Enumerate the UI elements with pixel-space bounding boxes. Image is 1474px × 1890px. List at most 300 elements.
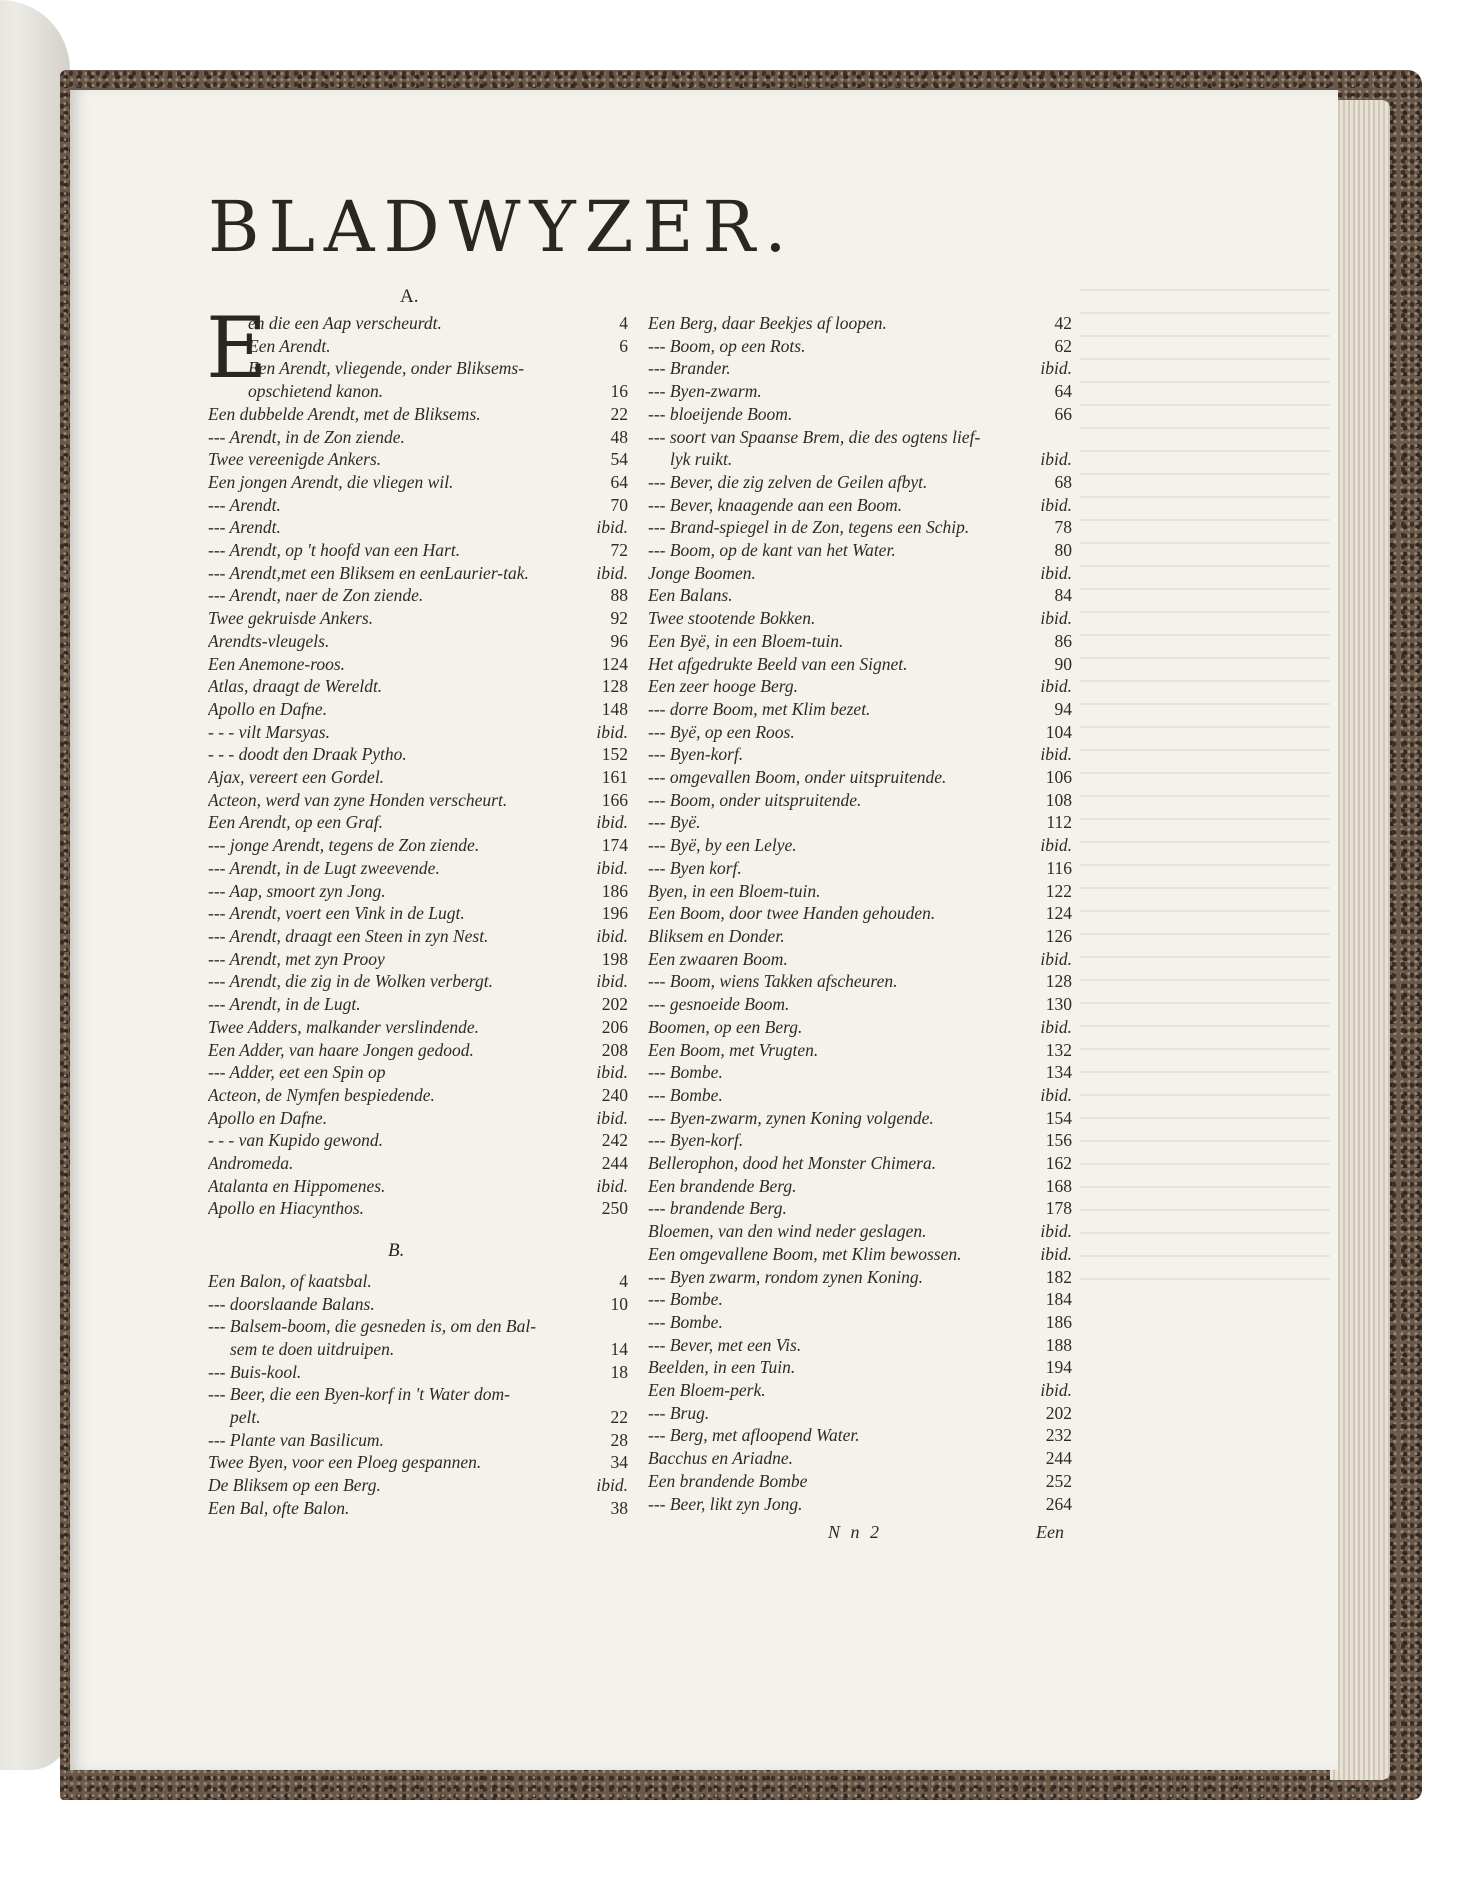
index-entry (648, 1107, 1072, 1130)
index-entry (648, 1334, 1072, 1357)
index-entry (208, 925, 628, 948)
entry-text: --- soort van Spaanse Brem, die des ogtens lief- (648, 426, 981, 447)
entry-text: Een Bal, ofte Balon. (208, 1497, 350, 1518)
index-entry (648, 834, 1072, 857)
entry-text: Een brandende Bombe (648, 1470, 808, 1491)
entry-text: --- Byë, op een Roos. (648, 721, 795, 742)
index-entry (648, 448, 1072, 471)
entry-page-number: 104 (1045, 721, 1072, 742)
index-entry (648, 1447, 1072, 1470)
entry-text: Een dubbelde Arendt, met de Bliksems. (208, 403, 481, 424)
entry-text: --- Arendt, met zyn Prooy (208, 948, 385, 969)
entry-text: --- Bombe. (648, 1311, 723, 1332)
entry-page-number: 70 (610, 494, 628, 515)
entry-page-number: ibid. (1040, 1221, 1072, 1242)
entry-text: --- jonge Arendt, tegens de Zon ziende. (208, 835, 480, 856)
entry-page-number: 188 (1045, 1334, 1072, 1355)
entry-text: Atalanta en Hippomenes. (208, 1175, 386, 1196)
entry-page-number: 240 (601, 1084, 628, 1105)
entry-page-number: ibid. (1040, 948, 1072, 969)
entry-text: --- Balsem-boom, die gesneden is, om den Bal- (208, 1316, 537, 1337)
entry-text: Een Arendt, vliegende, onder Bliksems- (248, 358, 525, 379)
index-entry (648, 1152, 1072, 1175)
entry-page-number: 72 (610, 540, 628, 561)
entry-page-number: ibid. (1040, 449, 1072, 470)
entry-text: pelt. (230, 1407, 261, 1428)
index-entry (648, 789, 1072, 812)
entry-page-number: 148 (601, 698, 628, 719)
entry-page-number: 106 (1045, 767, 1072, 788)
index-entry (648, 653, 1072, 676)
index-entry (648, 312, 1072, 335)
entry-text: Een zeer hooge Berg. (648, 676, 798, 697)
entry-text: Een zwaaren Boom. (648, 948, 788, 969)
entry-page-number: ibid. (596, 857, 628, 878)
entry-page-number: 78 (1054, 517, 1072, 538)
index-entry (208, 562, 628, 585)
entry-page-number: 128 (601, 676, 628, 697)
index-entry (648, 584, 1072, 607)
index-entry (208, 1061, 628, 1084)
entry-page-number: 132 (1045, 1039, 1072, 1060)
entry-page-number: 4 (619, 1270, 628, 1291)
entry-page-number: 10 (610, 1293, 628, 1314)
entry-page-number: 62 (1054, 335, 1072, 356)
entry-page-number: 168 (1045, 1175, 1072, 1196)
entry-page-number: 108 (1045, 789, 1072, 810)
entry-page-number: 202 (601, 994, 628, 1015)
index-entry (648, 993, 1072, 1016)
entry-page-number: ibid. (596, 971, 628, 992)
entry-page-number: 66 (1054, 403, 1072, 424)
entry-page-number: 242 (601, 1130, 628, 1151)
entry-text: lyk ruikt. (670, 449, 733, 470)
entry-text: - - - doodt den Draak Pytho. (208, 744, 407, 765)
entry-page-number: 64 (610, 471, 628, 492)
entry-text: Acteon, werd van zyne Honden verscheurt. (208, 789, 508, 810)
index-entry (208, 630, 628, 653)
entry-text: --- Bever, met een Vis. (648, 1334, 802, 1355)
entry-text: --- Brand-spiegel in de Zon, tegens een Schip. (648, 517, 970, 538)
index-entry (648, 380, 1072, 403)
show-through-text (1080, 280, 1330, 1280)
entry-text: Bellerophon, dood het Monster Chimera. (648, 1153, 937, 1174)
entry-page-number: 124 (601, 653, 628, 674)
index-entry (208, 1451, 628, 1474)
entry-text: Apollo en Hiacynthos. (208, 1198, 365, 1219)
entry-text: --- Byen-zwarm. (648, 381, 762, 402)
entry-page-number: 14 (610, 1338, 628, 1359)
entry-text: Beelden, in een Tuin. (648, 1357, 796, 1378)
entry-text: --- Adder, eet een Spin op (208, 1062, 386, 1083)
index-entry (648, 766, 1072, 789)
index-entry (208, 834, 628, 857)
entry-text: --- Boom, op een Rots. (648, 335, 806, 356)
entry-text: Een Balans. (648, 585, 733, 606)
index-entry (208, 403, 628, 426)
entry-text: --- Bever, die zig zelven de Geilen afbyt. (648, 471, 928, 492)
index-entry (648, 357, 1072, 380)
entry-page-number: 42 (1054, 313, 1072, 333)
index-entry (648, 516, 1072, 539)
index-entry (208, 766, 628, 789)
entry-page-number: 126 (1045, 925, 1072, 946)
index-entry (208, 1016, 628, 1039)
entry-page-number: 182 (1045, 1266, 1072, 1287)
entry-text: --- omgevallen Boom, onder uitspruitende. (648, 767, 947, 788)
index-entry (648, 1311, 1072, 1334)
entry-text: Apollo en Dafne. (208, 1107, 328, 1128)
index-entry (208, 675, 628, 698)
index-entry (208, 1175, 628, 1198)
index-entry (648, 562, 1072, 585)
entry-text: --- Berg, met afloopend Water. (648, 1425, 860, 1446)
entry-page-number: 38 (610, 1497, 628, 1518)
entry-page-number: 264 (1045, 1493, 1072, 1514)
entry-text: --- Arendt,met een Bliksem en eenLaurier-tak. (208, 562, 529, 583)
entry-page-number: 128 (1045, 971, 1072, 992)
index-entry (208, 1383, 628, 1406)
index-entry (208, 1197, 628, 1220)
index-entry (208, 880, 628, 903)
index-entry (208, 1293, 628, 1316)
entry-page-number: ibid. (596, 812, 628, 833)
entry-text: --- Buis-kool. (208, 1361, 302, 1382)
entry-text: - - - vilt Marsyas. (208, 721, 330, 742)
entry-page-number: 90 (1054, 653, 1072, 674)
index-entry (648, 1424, 1072, 1447)
index-entry (208, 335, 628, 358)
entry-text: --- Arendt. (208, 517, 281, 538)
section-heading-b: B. (388, 1240, 405, 1262)
entry-text: Bloemen, van den wind neder geslagen. (648, 1221, 927, 1242)
entry-page-number: 80 (1054, 540, 1072, 561)
index-entry (208, 653, 628, 676)
drop-capital: E (206, 299, 268, 397)
section-b-entries (208, 1270, 628, 1520)
index-entry (648, 698, 1072, 721)
entry-page-number: 96 (610, 630, 628, 651)
entry-page-number: 130 (1045, 994, 1072, 1015)
entry-text: Bliksem en Donder. (648, 925, 785, 946)
entry-page-number: 244 (601, 1153, 628, 1174)
entry-text: Atlas, draagt de Wereldt. (208, 676, 383, 697)
index-entry (208, 721, 628, 744)
index-entry (648, 403, 1072, 426)
entry-page-number: 64 (1054, 381, 1072, 402)
entry-text: --- Bombe. (648, 1062, 723, 1083)
entry-page-number: ibid. (1040, 358, 1072, 379)
entry-page-number: 94 (1054, 698, 1072, 719)
index-entry (648, 539, 1072, 562)
index-entry (208, 1129, 628, 1152)
index-entry (648, 1061, 1072, 1084)
entry-page-number: 22 (610, 1407, 628, 1428)
entry-text: Twee vereenigde Ankers. (208, 449, 382, 470)
entry-page-number: 16 (610, 381, 628, 402)
entry-page-number: 202 (1045, 1402, 1072, 1423)
index-entry (648, 1266, 1072, 1289)
entry-text: sem te doen uitdruipen. (230, 1338, 395, 1359)
index-entry (208, 1406, 628, 1429)
index-entry (208, 1152, 628, 1175)
entry-page-number: ibid. (596, 1175, 628, 1196)
index-entry (648, 1402, 1072, 1425)
entry-page-number: ibid. (1040, 744, 1072, 765)
entry-text: --- Byen-korf. (648, 744, 744, 765)
entry-text: Jonge Boomen. (648, 562, 756, 583)
entry-text: Een jongen Arendt, die vliegen wil. (208, 471, 454, 492)
entry-page-number: 208 (601, 1039, 628, 1060)
entry-text: Een Adder, van haare Jongen gedood. (208, 1039, 474, 1060)
entry-text: Een Byë, in een Bloem-tuin. (648, 630, 844, 651)
entry-text: Twee Adders, malkander verslindende. (208, 1016, 480, 1037)
index-entry (648, 471, 1072, 494)
index-entry (648, 1197, 1072, 1220)
entry-text: Een Balon, of kaatsbal. (208, 1270, 372, 1291)
index-entry (208, 743, 628, 766)
entry-text: --- Arendt, voert een Vink in de Lugt. (208, 903, 465, 924)
entry-page-number: 68 (1054, 471, 1072, 492)
entry-text: Een Boom, met Vrugten. (648, 1039, 819, 1060)
catchword: Een (1036, 1522, 1064, 1542)
entry-page-number: ibid. (596, 517, 628, 538)
index-entry (648, 1356, 1072, 1379)
entry-page-number: 18 (610, 1361, 628, 1382)
index-entry (208, 811, 628, 834)
entry-text: Boomen, op een Berg. (648, 1016, 803, 1037)
entry-page-number: ibid. (1040, 562, 1072, 583)
entry-text: --- Boom, onder uitspruitende. (648, 789, 862, 810)
entry-page-number: 184 (1045, 1289, 1072, 1310)
entry-text: opschietend kanon. (248, 381, 384, 402)
index-entry (208, 607, 628, 630)
index-entry (648, 880, 1072, 903)
entry-text: Een omgevallene Boom, met Klim bewossen. (648, 1243, 962, 1264)
entry-text: Een Bloem-perk. (648, 1380, 766, 1401)
entry-page-number: 161 (601, 767, 628, 788)
entry-page-number: 162 (1045, 1153, 1072, 1174)
entry-page-number: ibid. (1040, 1243, 1072, 1264)
index-entry (208, 494, 628, 517)
entry-text: --- Bombe. (648, 1289, 723, 1310)
entry-text: --- bloeijende Boom. (648, 403, 793, 424)
entry-page-number: ibid. (1040, 1016, 1072, 1037)
entry-text: Een Berg, daar Beekjes af loopen. (648, 313, 887, 333)
entry-text: --- Arendt, op 't hoofd van een Hart. (208, 540, 461, 561)
entry-text: Arendts-vleugels. (208, 630, 330, 651)
signature-mark: N n 2 (828, 1522, 883, 1542)
entry-text: --- Byen zwarm, rondom zynen Koning. (648, 1266, 923, 1287)
entry-page-number: ibid. (1040, 1380, 1072, 1401)
index-entry (208, 857, 628, 880)
index-entry (208, 380, 628, 403)
index-entry (208, 698, 628, 721)
index-entry (648, 1493, 1072, 1516)
entry-page-number: 244 (1045, 1448, 1072, 1469)
entry-text: Een Anemone-roos. (208, 653, 346, 674)
entry-page-number: 152 (601, 744, 628, 765)
index-entry (648, 1379, 1072, 1402)
entry-page-number: ibid. (596, 1062, 628, 1083)
entry-page-number: 252 (1045, 1470, 1072, 1491)
entry-text: en die een Aap verscheurdt. (248, 313, 442, 333)
entry-text: --- gesnoeide Boom. (648, 994, 790, 1015)
index-entry (648, 630, 1072, 653)
entry-page-number: 186 (601, 880, 628, 901)
index-entry (208, 1270, 628, 1293)
entry-text: --- Arendt, die zig in de Wolken verbergt. (208, 971, 493, 992)
entry-page-number: 28 (610, 1429, 628, 1450)
index-entry (648, 1470, 1072, 1493)
entry-page-number: 166 (601, 789, 628, 810)
entry-text: De Bliksem op een Berg. (208, 1475, 381, 1496)
index-entry (648, 1243, 1072, 1266)
index-entry (648, 1220, 1072, 1243)
index-entry (208, 970, 628, 993)
index-column-left (208, 312, 628, 1520)
entry-text: --- Bever, knaagende aan een Boom. (648, 494, 903, 515)
page-title: BLADWYZER. (208, 186, 796, 268)
entry-text: Een brandende Berg. (648, 1175, 797, 1196)
entry-page-number: 34 (610, 1452, 628, 1473)
index-entry (648, 1084, 1072, 1107)
entry-page-number: 86 (1054, 630, 1072, 651)
index-entry (208, 1361, 628, 1384)
entry-text: --- brandende Berg. (648, 1198, 787, 1219)
entry-page-number: ibid. (596, 1475, 628, 1496)
entry-text: --- Byen-zwarm, zynen Koning volgende. (648, 1107, 934, 1128)
entry-page-number: 4 (619, 313, 628, 333)
index-entry (208, 993, 628, 1016)
entry-page-number: 88 (610, 585, 628, 606)
entry-page-number: 194 (1045, 1357, 1072, 1378)
entry-text: --- Plante van Basilicum. (208, 1429, 384, 1450)
index-entry (208, 1429, 628, 1452)
index-entry (648, 948, 1072, 971)
index-entry (208, 539, 628, 562)
entry-text: --- Aap, smoort zyn Jong. (208, 880, 386, 901)
section-b-continued-entries (648, 312, 1072, 1515)
entry-text: Twee stootende Bokken. (648, 608, 816, 629)
index-entry (208, 426, 628, 449)
section-a-entries (208, 312, 628, 1220)
entry-text: Andromeda. (208, 1153, 294, 1174)
index-entry (208, 1107, 628, 1130)
page-edges (1330, 100, 1390, 1780)
entry-page-number: ibid. (1040, 1084, 1072, 1105)
entry-page-number: 116 (1046, 857, 1072, 878)
index-entry (648, 1016, 1072, 1039)
entry-page-number: 54 (610, 449, 628, 470)
index-entry (208, 1338, 628, 1361)
entry-text: Een Boom, door twee Handen gehouden. (648, 903, 936, 924)
entry-text: Twee gekruisde Ankers. (208, 608, 374, 629)
entry-text: --- Boom, op de kant van het Water. (648, 540, 896, 561)
entry-page-number: ibid. (1040, 835, 1072, 856)
entry-text: --- Beer, die een Byen-korf in 't Water dom- (208, 1384, 510, 1405)
index-entry (208, 1497, 628, 1520)
entry-text: Acteon, de Nymfen bespiedende. (208, 1084, 435, 1105)
entry-text: - - - van Kupido gewond. (208, 1130, 383, 1151)
entry-page-number: 186 (1045, 1311, 1072, 1332)
entry-text: --- Arendt, naer de Zon ziende. (208, 585, 424, 606)
entry-text: --- dorre Boom, met Klim bezet. (648, 698, 871, 719)
entry-page-number: 156 (1045, 1130, 1072, 1151)
entry-text: Een Arendt, op een Graf. (208, 812, 383, 833)
entry-page-number: ibid. (596, 1107, 628, 1128)
entry-page-number: 206 (601, 1016, 628, 1037)
entry-text: Twee Byen, voor een Ploeg gespannen. (208, 1452, 482, 1473)
entry-page-number: ibid. (1040, 608, 1072, 629)
index-entry (648, 335, 1072, 358)
index-entry (648, 1175, 1072, 1198)
index-entry (648, 1039, 1072, 1062)
entry-text: Een Arendt. (248, 335, 331, 356)
index-entry (648, 426, 1072, 449)
index-entry (648, 743, 1072, 766)
entry-page-number: 178 (1045, 1198, 1072, 1219)
entry-page-number: 124 (1045, 903, 1072, 924)
index-entry (648, 925, 1072, 948)
entry-text: Ajax, vereert een Gordel. (208, 767, 385, 788)
entry-page-number: 174 (601, 835, 628, 856)
entry-page-number: ibid. (1040, 494, 1072, 515)
entry-page-number: 48 (610, 426, 628, 447)
entry-page-number: 92 (610, 608, 628, 629)
entry-page-number: 122 (1045, 880, 1072, 901)
entry-text: Byen, in een Bloem-tuin. (648, 880, 821, 901)
entry-text: --- Arendt, draagt een Steen in zyn Nest. (208, 925, 489, 946)
index-entry (208, 448, 628, 471)
index-entry (208, 1315, 628, 1338)
index-entry (648, 1129, 1072, 1152)
index-entry (648, 811, 1072, 834)
index-entry (208, 948, 628, 971)
entry-text: --- doorslaande Balans. (208, 1293, 375, 1314)
entry-page-number: ibid. (596, 721, 628, 742)
entry-text: --- Boom, wiens Takken afscheuren. (648, 971, 898, 992)
entry-text: Bacchus en Ariadne. (648, 1448, 793, 1469)
entry-page-number: 22 (610, 403, 628, 424)
index-entry (208, 789, 628, 812)
index-entry (648, 857, 1072, 880)
entry-text: --- Byë. (648, 812, 701, 833)
entry-text: Het afgedrukte Beeld van een Signet. (648, 653, 908, 674)
entry-text: --- Bombe. (648, 1084, 723, 1105)
entry-text: --- Arendt, in de Lugt. (208, 994, 361, 1015)
index-entry (208, 516, 628, 539)
index-entry (648, 607, 1072, 630)
entry-page-number: 250 (601, 1198, 628, 1219)
entry-text: --- Arendt, in de Zon ziende. (208, 426, 405, 447)
entry-text: --- Byen-korf. (648, 1130, 744, 1151)
index-entry (648, 1288, 1072, 1311)
entry-text: --- Byen korf. (648, 857, 742, 878)
entry-page-number: 6 (619, 335, 628, 356)
index-entry (208, 312, 628, 335)
entry-text: --- Brander. (648, 358, 731, 379)
index-entry (208, 1039, 628, 1062)
index-entry (208, 584, 628, 607)
index-entry (648, 902, 1072, 925)
index-entry (208, 1474, 628, 1497)
entry-page-number: 154 (1045, 1107, 1072, 1128)
index-entry (648, 970, 1072, 993)
entry-page-number: ibid. (596, 562, 628, 583)
entry-page-number: 232 (1045, 1425, 1072, 1446)
index-entry (208, 902, 628, 925)
